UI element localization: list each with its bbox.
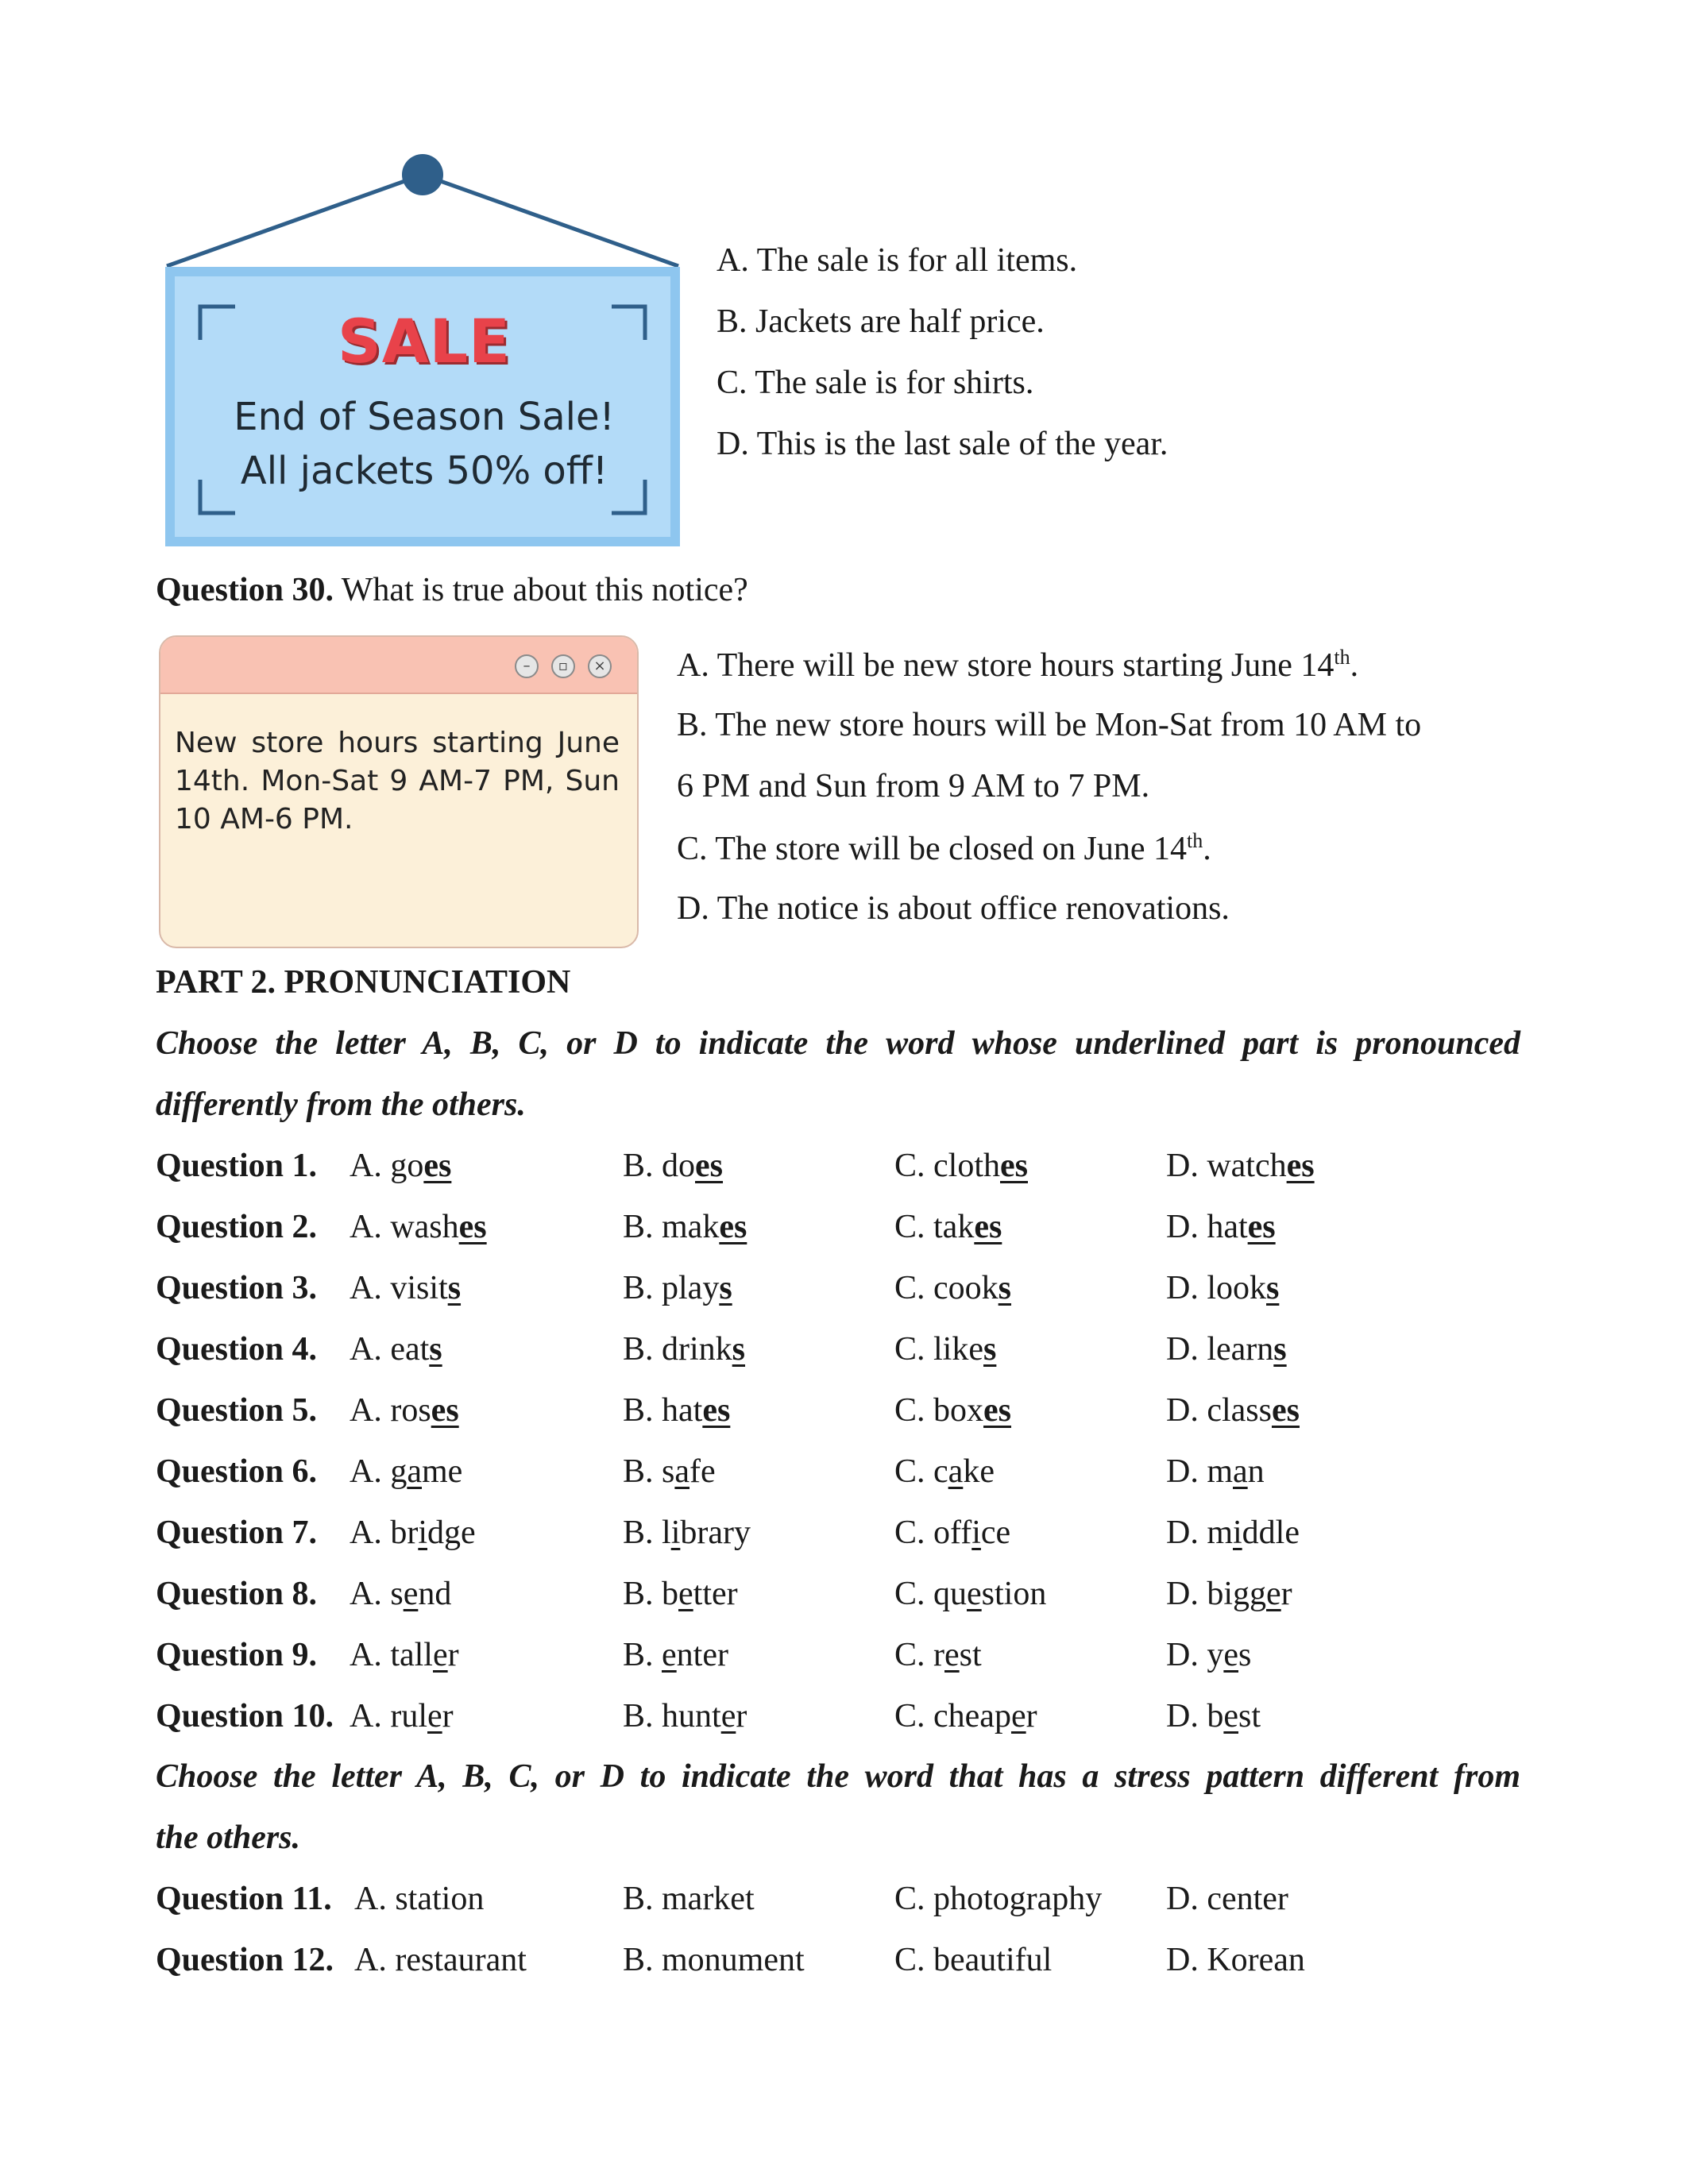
option-text: B. b <box>623 1576 679 1612</box>
underlined-part: es <box>1271 1392 1300 1429</box>
option-text-end: nter <box>676 1637 728 1673</box>
option-text-end: brary <box>680 1515 751 1551</box>
question-option <box>1166 1149 1315 1183</box>
question-option: C. beautiful <box>894 1942 1053 1978</box>
question-option <box>623 1577 738 1611</box>
question-option <box>350 1638 459 1672</box>
option-text-end: r <box>447 1637 459 1673</box>
question-option <box>894 1700 1037 1733</box>
option-text: C. r <box>894 1637 944 1673</box>
notice-text: New store hours starting June 14th. Mon-Sat 9 AM-7 PM, Sun 10 AM-6 PM. <box>175 727 620 835</box>
option-text: C. qu <box>894 1576 968 1612</box>
question-label: Question 10. <box>156 1698 334 1734</box>
underlined-part: s <box>1273 1331 1287 1368</box>
option-text: C. cook <box>894 1270 999 1306</box>
underlined-part: e <box>944 1637 960 1673</box>
question-option <box>894 1394 1011 1427</box>
question-label: Question 7. <box>156 1515 318 1551</box>
q30-option-c-end: . <box>1203 831 1211 867</box>
q30-text: What is true about this notice? <box>341 572 748 608</box>
option-text: C. cloth <box>894 1148 1000 1184</box>
sale-line-2: All jackets 50% off! <box>240 449 608 493</box>
notice-window <box>159 635 639 948</box>
question-option: D. center <box>1166 1881 1288 1917</box>
q30-option-a <box>677 647 1358 682</box>
underlined-part: e <box>432 1637 448 1673</box>
q30-option-b-line1: B. The new store hours will be Mon-Sat from 10 AM to <box>677 707 1422 743</box>
option-text: A. go <box>350 1148 424 1184</box>
q30-prompt <box>156 573 748 607</box>
question-option <box>1166 1333 1287 1366</box>
underlined-part: e <box>403 1576 419 1612</box>
option-text-end: stion <box>981 1576 1047 1612</box>
q30-option-d: D. The notice is about office renovations. <box>677 890 1230 927</box>
question-option <box>1166 1210 1276 1244</box>
option-text-end: nd <box>418 1576 452 1612</box>
q30-option-b-line2: 6 PM and Sun from 9 AM to 7 PM. <box>677 768 1150 805</box>
underlined-part: a <box>948 1453 964 1490</box>
q30-label: Question 30. <box>156 572 334 608</box>
underlined-part: e <box>967 1576 982 1612</box>
underlined-part: es <box>423 1148 452 1184</box>
underlined-part: e <box>678 1576 693 1612</box>
question-option <box>623 1455 716 1488</box>
question-option: A. restaurant <box>354 1942 527 1978</box>
underlined-part: i <box>1233 1515 1242 1551</box>
question-option: A. station <box>354 1881 485 1917</box>
q30-option-c <box>677 831 1211 866</box>
option-text-end: fe <box>689 1453 716 1490</box>
underlined-part: es <box>431 1392 459 1429</box>
option-text: A. ros <box>350 1392 431 1429</box>
option-text: B. drink <box>623 1331 732 1368</box>
question-label: Question 2. <box>156 1209 318 1245</box>
question-option <box>623 1271 732 1305</box>
question-option <box>350 1149 451 1183</box>
q30-option-a-text: A. There will be new store hours starting June 14 <box>677 647 1335 684</box>
underlined-part: s <box>732 1331 746 1368</box>
option-text: C. box <box>894 1392 984 1429</box>
question-label: Question 4. <box>156 1331 318 1368</box>
option-text: B. <box>623 1637 662 1673</box>
option-text-end: s <box>1238 1637 1252 1673</box>
question-option <box>894 1333 996 1366</box>
question-label: Question 9. <box>156 1637 318 1673</box>
underlined-part: i <box>971 1515 981 1551</box>
question-option <box>350 1516 476 1549</box>
underlined-part: es <box>702 1392 731 1429</box>
question-option <box>894 1271 1011 1305</box>
option-text: C. tak <box>894 1209 975 1245</box>
close-icon: × <box>588 654 612 678</box>
question-option <box>350 1700 454 1733</box>
question-option <box>623 1638 728 1672</box>
question-option <box>894 1149 1028 1183</box>
q30-option-a-sup: th <box>1334 646 1350 669</box>
underlined-part: i <box>418 1515 427 1551</box>
question-option: D. Korean <box>1166 1942 1305 1978</box>
option-text: B. l <box>623 1515 671 1551</box>
underlined-part: s <box>983 1331 997 1368</box>
option-text: C. like <box>894 1331 983 1368</box>
option-text: C. cheap <box>894 1698 1011 1734</box>
option-text-end: n <box>1247 1453 1265 1490</box>
option-text: D. watch <box>1166 1148 1287 1184</box>
option-text: B. hat <box>623 1392 703 1429</box>
question-option <box>350 1577 451 1611</box>
option-text: A. eat <box>350 1331 430 1368</box>
part2-heading: PART 2. PRONUNCIATION <box>156 964 571 1001</box>
question-option <box>1166 1577 1292 1611</box>
q29-option-c: C. The sale is for shirts. <box>717 365 1034 401</box>
part2-instruction-1-line1: Choose the letter A, B, C, or D to indicate the word whose underlined part is pronounced <box>156 1025 1520 1062</box>
option-text: D. bigg <box>1166 1576 1266 1612</box>
question-option <box>1166 1700 1261 1733</box>
option-text-end: r <box>1026 1698 1037 1734</box>
option-text: D. m <box>1166 1515 1233 1551</box>
part2-instruction-2-line1: Choose the letter A, B, C, or D to indicate the word that has a stress pattern different from <box>156 1758 1520 1795</box>
underlined-part: i <box>670 1515 681 1551</box>
option-text-end: me <box>422 1453 463 1490</box>
option-text: B. do <box>623 1148 696 1184</box>
underlined-part: s <box>719 1270 732 1306</box>
option-text: C. c <box>894 1453 948 1490</box>
option-text-end: r <box>1280 1576 1292 1612</box>
option-text: D. class <box>1166 1392 1272 1429</box>
question-option <box>623 1394 730 1427</box>
question-option <box>894 1455 995 1488</box>
option-text: A. tall <box>350 1637 433 1673</box>
option-text: A. g <box>350 1453 408 1490</box>
underlined-part: s <box>429 1331 442 1368</box>
underlined-part: a <box>407 1453 422 1490</box>
question-option <box>1166 1455 1265 1488</box>
underlined-part: es <box>695 1148 724 1184</box>
question-label: Question 3. <box>156 1270 318 1306</box>
option-text: D. b <box>1166 1698 1224 1734</box>
underlined-part: es <box>1000 1148 1028 1184</box>
option-text: B. play <box>623 1270 720 1306</box>
option-text-end: ddle <box>1242 1515 1300 1551</box>
underlined-part: es <box>983 1392 1012 1429</box>
maximize-icon: ▫ <box>551 654 575 678</box>
question-option <box>1166 1271 1279 1305</box>
underlined-part: es <box>1286 1148 1315 1184</box>
question-label: Question 1. <box>156 1148 318 1184</box>
option-text: A. rul <box>350 1698 427 1734</box>
underlined-part: e <box>1010 1698 1026 1734</box>
question-label: Question 12. <box>156 1942 334 1978</box>
q29-option-d: D. This is the last sale of the year. <box>717 426 1168 462</box>
option-text: A. br <box>350 1515 419 1551</box>
part2-instruction-2-line2: the others. <box>156 1819 301 1856</box>
question-option <box>894 1516 1010 1549</box>
underlined-part: s <box>447 1270 462 1306</box>
option-text: C. off <box>894 1515 972 1551</box>
option-text: B. mak <box>623 1209 720 1245</box>
underlined-part: es <box>719 1209 747 1245</box>
option-text-end: r <box>736 1698 747 1734</box>
question-option <box>1166 1394 1300 1427</box>
option-text-end: ce <box>980 1515 1011 1551</box>
option-text-end: ke <box>963 1453 995 1490</box>
underlined-part: e <box>1223 1637 1238 1673</box>
option-text: D. hat <box>1166 1209 1248 1245</box>
option-text-end: st <box>959 1637 982 1673</box>
question-option <box>1166 1516 1300 1549</box>
question-option <box>1166 1638 1251 1672</box>
question-option <box>623 1700 747 1733</box>
question-option <box>623 1516 751 1549</box>
question-label: Question 8. <box>156 1576 318 1612</box>
underlined-part: s <box>1266 1270 1280 1306</box>
q30-option-c-text: C. The store will be closed on June 14 <box>677 831 1187 867</box>
underlined-part: es <box>974 1209 1002 1245</box>
sale-title: SALE <box>338 306 511 376</box>
option-text: B. s <box>623 1453 675 1490</box>
underlined-part: a <box>1233 1453 1248 1490</box>
q30-option-c-sup: th <box>1186 829 1203 852</box>
question-option <box>350 1210 487 1244</box>
underlined-part: es <box>1247 1209 1276 1245</box>
underlined-part: a <box>674 1453 690 1490</box>
underlined-part: e <box>720 1698 736 1734</box>
question-option <box>894 1577 1046 1611</box>
question-option <box>894 1638 982 1672</box>
question-label: Question 6. <box>156 1453 318 1490</box>
underlined-part: e <box>427 1698 442 1734</box>
underlined-part: es <box>458 1209 487 1245</box>
underlined-part: s <box>998 1270 1012 1306</box>
option-text-end: st <box>1238 1698 1261 1734</box>
question-option <box>350 1394 459 1427</box>
question-label: Question 11. <box>156 1881 332 1917</box>
option-text: A. s <box>350 1576 404 1612</box>
q30-option-a-end: . <box>1350 647 1359 684</box>
sale-line-1: End of Season Sale! <box>234 395 615 439</box>
option-text: D. y <box>1166 1637 1224 1673</box>
question-option <box>350 1271 461 1305</box>
option-text: A. visit <box>350 1270 448 1306</box>
question-option <box>350 1333 442 1366</box>
question-option: C. photography <box>894 1881 1103 1917</box>
option-text: D. m <box>1166 1453 1233 1490</box>
option-text: D. learn <box>1166 1331 1274 1368</box>
q29-option-a: A. The sale is for all items. <box>717 242 1078 279</box>
question-option <box>894 1210 1002 1244</box>
question-option <box>350 1455 462 1488</box>
option-text-end: tter <box>693 1576 738 1612</box>
notice-titlebar <box>160 637 637 694</box>
minimize-icon: – <box>515 654 539 678</box>
question-option: B. market <box>623 1881 755 1917</box>
question-label: Question 5. <box>156 1392 318 1429</box>
option-text: A. wash <box>350 1209 459 1245</box>
question-option <box>623 1333 745 1366</box>
option-text: B. hunt <box>623 1698 721 1734</box>
underlined-part: e <box>1223 1698 1238 1734</box>
part2-instruction-1-line2: differently from the others. <box>156 1086 526 1123</box>
option-text: D. look <box>1166 1270 1266 1306</box>
underlined-part: e <box>662 1637 677 1673</box>
option-text-end: r <box>442 1698 454 1734</box>
option-text-end: dge <box>427 1515 476 1551</box>
underlined-part: e <box>1266 1576 1281 1612</box>
question-option <box>623 1149 723 1183</box>
question-option <box>623 1210 747 1244</box>
q29-option-b: B. Jackets are half price. <box>717 303 1045 340</box>
question-option: B. monument <box>623 1942 805 1978</box>
